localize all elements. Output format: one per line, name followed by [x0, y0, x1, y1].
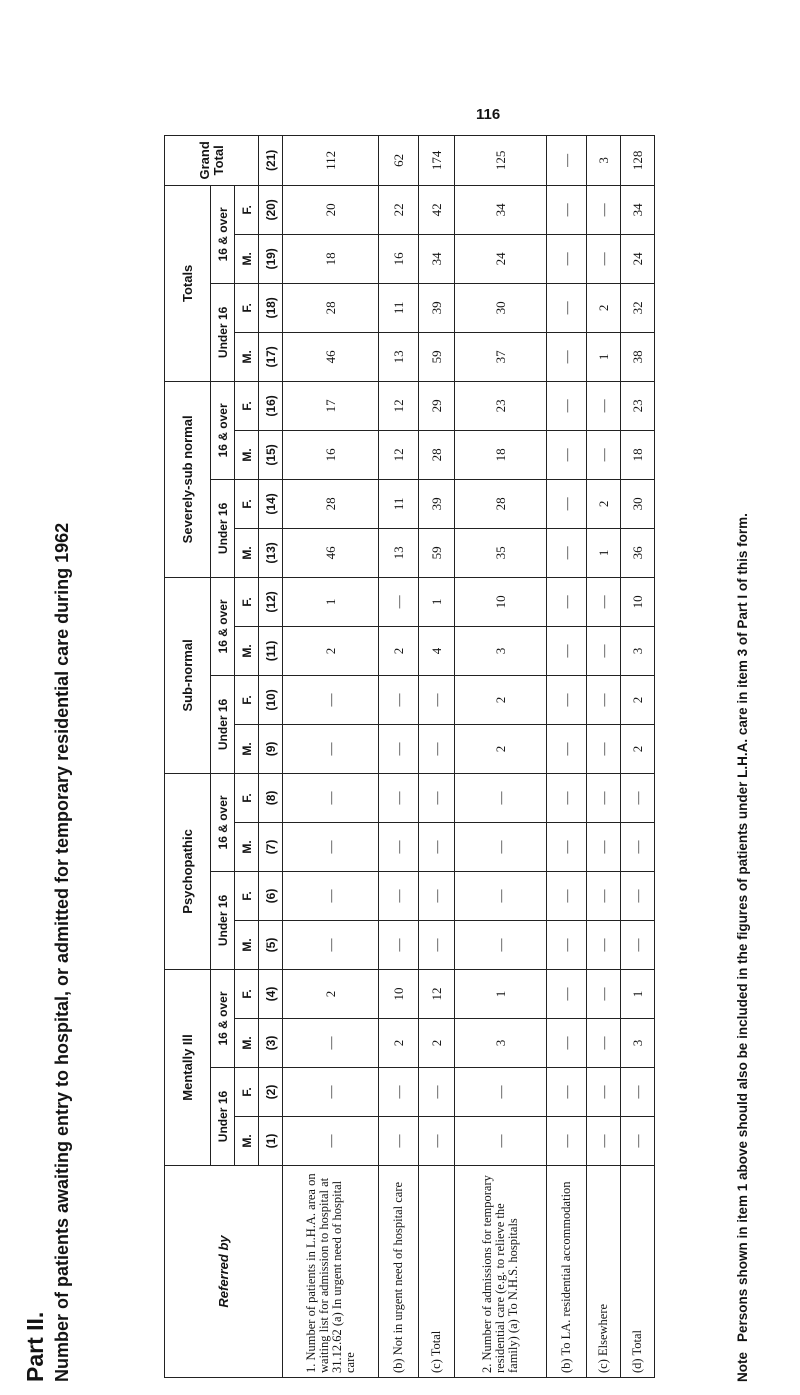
table-cell: —: [621, 1117, 655, 1166]
age-band-header: 16 & over: [211, 577, 235, 675]
table-cell: —: [547, 724, 587, 773]
table-cell: 23: [621, 381, 655, 430]
table-cell: 16: [283, 430, 379, 479]
table-cell: —: [621, 1068, 655, 1117]
table-cell: —: [587, 1068, 621, 1117]
column-number: (17): [259, 332, 283, 381]
age-band-header: Under 16: [211, 479, 235, 577]
table-cell: 37: [455, 332, 547, 381]
table-row: [621, 135, 655, 1377]
row-label: (b) To LA. residential accommodation: [547, 1166, 587, 1378]
sex-header: F.: [235, 381, 259, 430]
table-cell: 20: [283, 185, 379, 234]
column-number: (19): [259, 234, 283, 283]
table-cell: —: [587, 822, 621, 871]
table-cell: —: [547, 283, 587, 332]
table-cell: 12: [419, 969, 455, 1018]
table-cell: 1: [283, 577, 379, 626]
group-header-mentally-ill: Mentally Ill: [165, 969, 211, 1165]
table-cell: —: [283, 1068, 379, 1117]
table-row: [379, 135, 419, 1377]
group-header-totals: Totals: [165, 185, 211, 381]
sex-header: F.: [235, 675, 259, 724]
table-cell: —: [283, 773, 379, 822]
column-number: (3): [259, 1019, 283, 1068]
table-row: [283, 135, 379, 1377]
age-band-header: 16 & over: [211, 969, 235, 1067]
note-text: Persons shown in item 1 above should also be included in the figures of patients under L.H.A. care in item 3 of Part I of this form.: [735, 513, 750, 1342]
age-band-header: 16 & over: [211, 185, 235, 283]
footnote: [734, 142, 751, 1382]
table-cell: —: [379, 920, 419, 969]
sex-header: M.: [235, 332, 259, 381]
column-number: (5): [259, 920, 283, 969]
table-cell: —: [547, 381, 587, 430]
table-cell: 42: [419, 185, 455, 234]
column-number: (13): [259, 528, 283, 577]
table-cell: —: [283, 675, 379, 724]
sex-header: F.: [235, 479, 259, 528]
table-cell: 36: [621, 528, 655, 577]
table-cell: —: [587, 430, 621, 479]
sex-header: F.: [235, 871, 259, 920]
table-cell: 62: [379, 135, 419, 185]
row-label: (b) Not in urgent need of hospital care: [379, 1166, 419, 1378]
table-cell: 13: [379, 528, 419, 577]
table-cell: —: [419, 724, 455, 773]
table-cell: —: [379, 773, 419, 822]
table-row: [587, 135, 621, 1377]
table-cell: 34: [621, 185, 655, 234]
table-row: [455, 135, 547, 1377]
table-cell: 28: [455, 479, 547, 528]
table-cell: —: [419, 871, 455, 920]
age-band-header: Under 16: [211, 283, 235, 381]
table-cell: —: [283, 1117, 379, 1166]
table-cell: 2: [419, 1019, 455, 1068]
group-header-psychopathic: Psychopathic: [165, 773, 211, 969]
table-cell: —: [587, 381, 621, 430]
table-cell: 17: [283, 381, 379, 430]
column-number: (1): [259, 1117, 283, 1166]
page-number: 116: [476, 106, 501, 123]
table-cell: —: [455, 773, 547, 822]
table-cell: 30: [455, 283, 547, 332]
sex-header: F.: [235, 283, 259, 332]
table-cell: 4: [419, 626, 455, 675]
table-cell: —: [419, 1117, 455, 1166]
table-cell: —: [547, 430, 587, 479]
table-cell: 112: [283, 135, 379, 185]
table-cell: 10: [455, 577, 547, 626]
table-cell: —: [587, 626, 621, 675]
table-cell: 1: [455, 969, 547, 1018]
table-cell: 10: [379, 969, 419, 1018]
column-number: (4): [259, 969, 283, 1018]
age-band-header: 16 & over: [211, 381, 235, 479]
table-cell: —: [283, 822, 379, 871]
table-cell: —: [283, 920, 379, 969]
table-cell: 34: [455, 185, 547, 234]
table-cell: 1: [621, 969, 655, 1018]
column-number: (12): [259, 577, 283, 626]
table-cell: —: [547, 626, 587, 675]
column-number: (15): [259, 430, 283, 479]
table-cell: —: [419, 920, 455, 969]
table-cell: —: [455, 1117, 547, 1166]
row-label: (c) Total: [419, 1166, 455, 1378]
table-cell: 16: [379, 234, 419, 283]
table-cell: 35: [455, 528, 547, 577]
table-cell: —: [379, 577, 419, 626]
table-cell: 2: [283, 626, 379, 675]
table-cell: 23: [455, 381, 547, 430]
table-cell: —: [283, 1019, 379, 1068]
column-number: (14): [259, 479, 283, 528]
table-cell: 13: [379, 332, 419, 381]
table-cell: —: [621, 871, 655, 920]
sex-header: F.: [235, 185, 259, 234]
table-cell: 1: [587, 528, 621, 577]
table-cell: 1: [587, 332, 621, 381]
column-number: (8): [259, 773, 283, 822]
sex-header: M.: [235, 430, 259, 479]
table-cell: —: [587, 1019, 621, 1068]
table-cell: 125: [455, 135, 547, 185]
sex-header: F.: [235, 969, 259, 1018]
table-cell: —: [547, 332, 587, 381]
referred-by-header: Referred by: [165, 1166, 283, 1378]
table-cell: —: [419, 773, 455, 822]
table-cell: —: [621, 920, 655, 969]
age-band-header: 16 & over: [211, 773, 235, 871]
table-cell: 34: [419, 234, 455, 283]
table-cell: 11: [379, 283, 419, 332]
table-cell: 30: [621, 479, 655, 528]
note-label: Note: [735, 1352, 750, 1382]
rotated-content: [22, 122, 782, 1382]
table-cell: 2: [621, 675, 655, 724]
table-cell: —: [621, 822, 655, 871]
table-cell: 1: [419, 577, 455, 626]
table-cell: —: [547, 871, 587, 920]
sex-header: M.: [235, 920, 259, 969]
table-cell: 22: [379, 185, 419, 234]
table-cell: 39: [419, 479, 455, 528]
sex-header: M.: [235, 1019, 259, 1068]
table-cell: —: [587, 773, 621, 822]
table-row: [547, 135, 587, 1377]
column-number: (20): [259, 185, 283, 234]
table-cell: 2: [455, 724, 547, 773]
table-cell: —: [587, 675, 621, 724]
table-cell: 18: [283, 234, 379, 283]
table-cell: —: [379, 1117, 419, 1166]
sex-header: M.: [235, 724, 259, 773]
table-cell: 12: [379, 430, 419, 479]
sex-header: M.: [235, 822, 259, 871]
column-number: (7): [259, 822, 283, 871]
table-cell: 2: [621, 724, 655, 773]
table-cell: —: [547, 675, 587, 724]
table-cell: 29: [419, 381, 455, 430]
table-cell: 12: [379, 381, 419, 430]
table-cell: 10: [621, 577, 655, 626]
table-cell: 2: [455, 675, 547, 724]
table-cell: —: [379, 871, 419, 920]
table-cell: 3: [455, 626, 547, 675]
table-cell: 39: [419, 283, 455, 332]
column-number: (18): [259, 283, 283, 332]
sex-header: M.: [235, 528, 259, 577]
table-cell: —: [547, 822, 587, 871]
table-cell: —: [587, 724, 621, 773]
table-cell: 18: [455, 430, 547, 479]
table-cell: —: [547, 528, 587, 577]
table-cell: —: [587, 969, 621, 1018]
row-label: (d) Total: [621, 1166, 655, 1378]
row-label: (c) Elsewhere: [587, 1166, 621, 1378]
table-cell: —: [455, 1068, 547, 1117]
table-row: [419, 135, 455, 1377]
data-table: [164, 135, 655, 1378]
table-cell: —: [419, 822, 455, 871]
column-number: (6): [259, 871, 283, 920]
sex-header: M.: [235, 1117, 259, 1166]
page-title: Number of patients awaiting entry to hospital, or admitted for temporary residential care during 1962: [52, 522, 72, 1382]
table-cell: —: [587, 185, 621, 234]
table-cell: 18: [621, 430, 655, 479]
sex-header: F.: [235, 1068, 259, 1117]
table-cell: —: [379, 1068, 419, 1117]
table-cell: 59: [419, 528, 455, 577]
table-cell: —: [547, 135, 587, 185]
group-header-sub-normal: Sub-normal: [165, 577, 211, 773]
table-cell: —: [547, 969, 587, 1018]
table-cell: —: [547, 479, 587, 528]
table-cell: 32: [621, 283, 655, 332]
table-cell: 38: [621, 332, 655, 381]
table-cell: —: [547, 234, 587, 283]
sex-header: F.: [235, 773, 259, 822]
table-cell: 2: [379, 626, 419, 675]
table-cell: —: [283, 871, 379, 920]
column-number: (10): [259, 675, 283, 724]
table-cell: —: [547, 1117, 587, 1166]
table-cell: —: [587, 920, 621, 969]
sex-header: M.: [235, 626, 259, 675]
age-band-header: Under 16: [211, 1068, 235, 1166]
table-cell: —: [455, 871, 547, 920]
table-cell: —: [419, 675, 455, 724]
table-cell: —: [547, 185, 587, 234]
table-cell: 174: [419, 135, 455, 185]
table-cell: 46: [283, 528, 379, 577]
table-cell: —: [283, 724, 379, 773]
table-cell: —: [547, 920, 587, 969]
table-cell: 46: [283, 332, 379, 381]
table-cell: 2: [283, 969, 379, 1018]
table-cell: —: [621, 773, 655, 822]
table-cell: —: [547, 773, 587, 822]
table-cell: —: [587, 871, 621, 920]
table-cell: —: [419, 1068, 455, 1117]
table-cell: 3: [455, 1019, 547, 1068]
row-label: 2. Number of admissions for temporary residential care (e.g. to relieve the family) (a) To N.H.S. hospitals: [455, 1166, 547, 1378]
group-header-severely-sub-normal: Severely-sub normal: [165, 381, 211, 577]
table-cell: 2: [379, 1019, 419, 1068]
table-cell: —: [587, 577, 621, 626]
table-cell: —: [547, 1019, 587, 1068]
table-cell: —: [547, 1068, 587, 1117]
sex-header: F.: [235, 577, 259, 626]
table-cell: 28: [283, 283, 379, 332]
row-label: 1. Number of patients in L.H.A. area on waiting list for admission to hospital at 31.12.62 (a) In urgent need of hospital care: [283, 1166, 379, 1378]
part-heading: Part II.: [22, 1311, 48, 1382]
column-number: (2): [259, 1068, 283, 1117]
table-cell: 24: [455, 234, 547, 283]
age-band-header: Under 16: [211, 675, 235, 773]
table-cell: 59: [419, 332, 455, 381]
table-cell: —: [587, 234, 621, 283]
table-cell: 11: [379, 479, 419, 528]
column-number: (9): [259, 724, 283, 773]
grand-total-header: Grand Total: [165, 135, 259, 185]
table-cell: 3: [621, 1019, 655, 1068]
column-number: (21): [259, 135, 283, 185]
table-cell: 28: [283, 479, 379, 528]
age-band-header: Under 16: [211, 871, 235, 969]
table-cell: 24: [621, 234, 655, 283]
table-cell: —: [587, 1117, 621, 1166]
column-number: (16): [259, 381, 283, 430]
table-cell: 2: [587, 283, 621, 332]
sex-header: M.: [235, 234, 259, 283]
table-cell: 128: [621, 135, 655, 185]
table-cell: —: [547, 577, 587, 626]
table-cell: 28: [419, 430, 455, 479]
table-cell: 2: [587, 479, 621, 528]
table-cell: —: [455, 920, 547, 969]
table-cell: 3: [587, 135, 621, 185]
column-number: (11): [259, 626, 283, 675]
table-cell: 3: [621, 626, 655, 675]
table-cell: —: [379, 675, 419, 724]
table-cell: —: [379, 822, 419, 871]
table-cell: —: [455, 822, 547, 871]
table-cell: —: [379, 724, 419, 773]
